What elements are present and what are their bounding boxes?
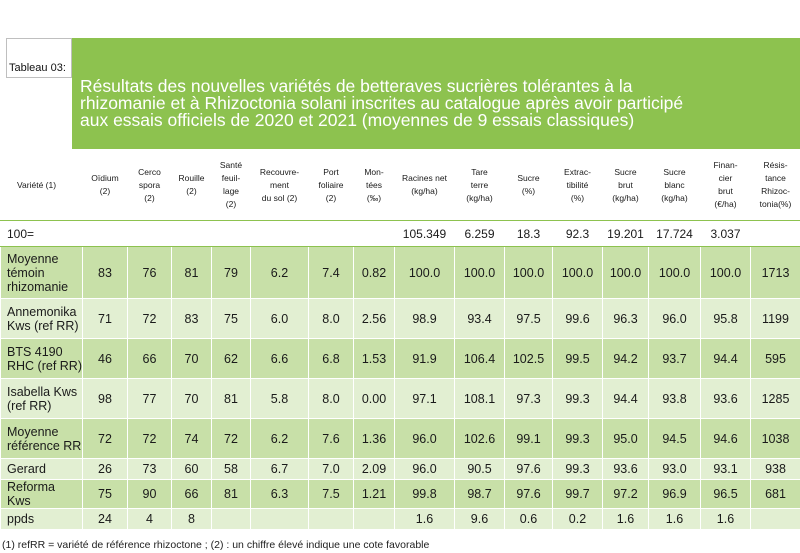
table-cell xyxy=(172,221,212,247)
header-text: Résis- xyxy=(763,160,788,170)
table-cell: 1.6 xyxy=(649,509,701,530)
table-cell: 100.0 xyxy=(603,247,649,299)
header-text: Sucre xyxy=(614,166,637,177)
header-text: blanc xyxy=(664,179,685,190)
table-cell: 77 xyxy=(128,379,172,419)
header-text: Finan- xyxy=(713,160,738,170)
header-text: (2) xyxy=(144,192,155,203)
header-text: Mon- xyxy=(364,166,384,177)
header-text: (2) xyxy=(225,199,237,209)
header-text: lage xyxy=(222,186,240,196)
table-cell: 100.0 xyxy=(505,247,553,299)
table-cell: 1.6 xyxy=(701,509,751,530)
variety-name xyxy=(1,509,83,530)
table-cell: 96.3 xyxy=(603,299,649,339)
column-header xyxy=(751,150,800,221)
column-header xyxy=(83,150,128,221)
table-cell: 94.6 xyxy=(701,419,751,459)
column-header xyxy=(172,150,212,221)
table-cell: 100.0 xyxy=(455,247,505,299)
header-text: Racines net xyxy=(402,173,447,183)
header-text: tées xyxy=(365,179,383,190)
table-row xyxy=(1,459,800,480)
table-cell: 102.6 xyxy=(455,419,505,459)
variety-name-line: Kws (ref RR) xyxy=(7,318,79,333)
table-cell: 46 xyxy=(83,339,128,379)
table-cell: 91.9 xyxy=(395,339,455,379)
table-cell: 99.6 xyxy=(553,299,603,339)
table-cell: 1.21 xyxy=(354,480,395,509)
header-text: spora xyxy=(138,179,161,190)
table-cell: 7.4 xyxy=(309,247,354,299)
table-cell: 98 xyxy=(83,379,128,419)
header-text: brut xyxy=(618,179,633,190)
variety-name-line: Moyenne xyxy=(7,251,59,266)
column-header xyxy=(603,150,649,221)
table-cell xyxy=(128,221,172,247)
table-cell: 1.6 xyxy=(603,509,649,530)
variety-name-line: RHC (ref RR) xyxy=(7,358,82,373)
table-cell: 99.3 xyxy=(553,379,603,419)
table-cell: 93.6 xyxy=(701,379,751,419)
header-text: Cerco xyxy=(138,166,161,177)
table-cell xyxy=(83,221,128,247)
table-cell: 4 xyxy=(128,509,172,530)
table-cell: 99.8 xyxy=(395,480,455,509)
table-cell xyxy=(354,221,395,247)
table-cell: 1713 xyxy=(751,247,800,299)
table-cell: 71 xyxy=(83,299,128,339)
table-cell: 83 xyxy=(172,299,212,339)
header-text: (kg/ha) xyxy=(661,192,688,203)
table-cell: 2.09 xyxy=(354,459,395,480)
column-header xyxy=(251,150,309,221)
variety-name xyxy=(1,480,83,509)
table-cell: 94.5 xyxy=(649,419,701,459)
table-cell xyxy=(251,221,309,247)
table-cell: 1285 xyxy=(751,379,800,419)
table-row xyxy=(1,419,800,459)
column-header xyxy=(649,150,701,221)
table-cell: 90.5 xyxy=(455,459,505,480)
table-cell: 8.0 xyxy=(309,379,354,419)
column-header xyxy=(1,150,83,221)
table-cell: 93.7 xyxy=(649,339,701,379)
table-cell: 681 xyxy=(751,480,800,509)
table-cell: 7.5 xyxy=(309,480,354,509)
header-text: (2) xyxy=(186,186,197,196)
table-cell: 95.8 xyxy=(701,299,751,339)
header-text: Oïdium xyxy=(91,173,119,183)
variety-name-line: référence RR xyxy=(7,438,82,453)
table-cell: 96.5 xyxy=(701,480,751,509)
variety-name-line: ppds xyxy=(7,512,35,526)
table-cell: 81 xyxy=(172,247,212,299)
variety-name-line: Gerard xyxy=(7,462,46,476)
variety-name-line: BTS 4190 xyxy=(7,344,63,359)
table-cell: 79 xyxy=(212,247,251,299)
table-cell: 100.0 xyxy=(553,247,603,299)
table-title xyxy=(72,38,800,149)
table-row xyxy=(1,299,800,339)
table-cell: 8.0 xyxy=(309,299,354,339)
table-cell: 99.1 xyxy=(505,419,553,459)
table-cell: 75 xyxy=(212,299,251,339)
table-row xyxy=(1,480,800,509)
table-cell: 81 xyxy=(212,480,251,509)
column-header xyxy=(309,150,354,221)
table-cell: 72 xyxy=(128,419,172,459)
table-cell: 9.6 xyxy=(455,509,505,530)
variety-name-line: rhizomanie xyxy=(7,279,69,294)
table-cell: 83 xyxy=(83,247,128,299)
header-text: Sucre xyxy=(663,166,686,177)
column-header xyxy=(212,150,251,221)
variety-name xyxy=(1,379,83,419)
table-cell: 6.2 xyxy=(251,419,309,459)
table-cell: 6.8 xyxy=(309,339,354,379)
table-cell: 93.1 xyxy=(701,459,751,480)
table-cell: 100.0 xyxy=(701,247,751,299)
header-text: tibilité xyxy=(566,179,589,190)
table-cell: 105.349 xyxy=(395,221,455,247)
table-cell: 0.00 xyxy=(354,379,395,419)
table-cell: 66 xyxy=(128,339,172,379)
column-header xyxy=(455,150,505,221)
column-header xyxy=(701,150,751,221)
title-line: aux essais officiels de 2020 et 2021 (moyennes de 9 essais classiques) xyxy=(80,110,635,130)
table-cell: 99.3 xyxy=(553,459,603,480)
table-row xyxy=(1,509,800,530)
table-cell: 81 xyxy=(212,379,251,419)
table-cell: 76 xyxy=(128,247,172,299)
table-cell: 97.6 xyxy=(505,480,553,509)
table-cell: 0.82 xyxy=(354,247,395,299)
table-cell: 98.9 xyxy=(395,299,455,339)
table-cell: 94.2 xyxy=(603,339,649,379)
header-text: tonia(%) xyxy=(759,199,792,209)
table-cell: 26 xyxy=(83,459,128,480)
table-cell: 74 xyxy=(172,419,212,459)
table-cell xyxy=(751,509,800,530)
header-text: Tare xyxy=(471,166,488,177)
header-text: Extrac- xyxy=(564,166,591,177)
table-cell: 95.0 xyxy=(603,419,649,459)
title-line: Résultats des nouvelles variétés de betteraves sucrières tolérantes à la xyxy=(80,76,633,96)
header-text: Sucre xyxy=(517,173,540,183)
table-cell: 1.53 xyxy=(354,339,395,379)
table-cell: 93.4 xyxy=(455,299,505,339)
header-text: terre xyxy=(470,179,489,190)
table-cell: 1199 xyxy=(751,299,800,339)
table-cell: 97.2 xyxy=(603,480,649,509)
table-cell: 99.7 xyxy=(553,480,603,509)
table-row xyxy=(1,339,800,379)
header-text: Rouille xyxy=(178,173,205,183)
table-cell: 5.8 xyxy=(251,379,309,419)
header-text: (2) xyxy=(325,192,337,203)
header-text: brut xyxy=(718,186,733,196)
table-cell: 0.6 xyxy=(505,509,553,530)
header-text: cier xyxy=(718,173,733,183)
table-row xyxy=(1,247,800,299)
header-text: (%) xyxy=(521,186,536,196)
column-header xyxy=(128,150,172,221)
header-text: (%) xyxy=(570,192,585,203)
table-cell: 938 xyxy=(751,459,800,480)
table-row xyxy=(1,379,800,419)
table-cell: 17.724 xyxy=(649,221,701,247)
reference-values-row xyxy=(1,221,800,247)
variety-name-line: Annemonika xyxy=(7,304,77,319)
table-cell: 102.5 xyxy=(505,339,553,379)
table-cell: 108.1 xyxy=(455,379,505,419)
table-cell: 97.6 xyxy=(505,459,553,480)
table-cell: 75 xyxy=(83,480,128,509)
table-cell: 18.3 xyxy=(505,221,553,247)
variety-name-line: témoin xyxy=(7,265,45,280)
table-cell: 96.9 xyxy=(649,480,701,509)
table-cell: 70 xyxy=(172,339,212,379)
header-text: Variété (1) xyxy=(17,179,57,190)
table-cell xyxy=(309,509,354,530)
table-cell: 19.201 xyxy=(603,221,649,247)
table-cell: 1.6 xyxy=(395,509,455,530)
table-cell xyxy=(354,509,395,530)
table-cell: 6.7 xyxy=(251,459,309,480)
table-cell: 6.2 xyxy=(251,247,309,299)
header-text: (kg/ha) xyxy=(612,192,639,203)
header-text: Port xyxy=(323,166,339,177)
table-cell: 72 xyxy=(128,299,172,339)
table-cell xyxy=(751,221,800,247)
column-header xyxy=(395,150,455,221)
table-cell: 99.5 xyxy=(553,339,603,379)
column-header xyxy=(505,150,553,221)
header-text: Santé xyxy=(219,160,243,170)
table-cell: 58 xyxy=(212,459,251,480)
table-cell: 0.2 xyxy=(553,509,603,530)
table-cell: 8 xyxy=(172,509,212,530)
table-cell xyxy=(212,509,251,530)
table-cell: 3.037 xyxy=(701,221,751,247)
column-header xyxy=(354,150,395,221)
table-cell: 106.4 xyxy=(455,339,505,379)
table-cell: 1.36 xyxy=(354,419,395,459)
header-text: feuil- xyxy=(221,173,241,183)
table-cell: 7.6 xyxy=(309,419,354,459)
header-text: Recouvre- xyxy=(259,166,300,177)
table-cell: 62 xyxy=(212,339,251,379)
table-cell: 94.4 xyxy=(701,339,751,379)
variety-name xyxy=(1,419,83,459)
header-text: tance xyxy=(765,173,786,183)
table-cell: 99.3 xyxy=(553,419,603,459)
header-text: ment xyxy=(270,179,289,190)
table-cell: 73 xyxy=(128,459,172,480)
table-cell: 98.7 xyxy=(455,480,505,509)
table-cell: 6.3 xyxy=(251,480,309,509)
header-text: foliaire xyxy=(318,179,344,190)
variety-name xyxy=(1,299,83,339)
column-header xyxy=(553,150,603,221)
table-cell: 97.1 xyxy=(395,379,455,419)
table-cell: 1038 xyxy=(751,419,800,459)
table-cell: 72 xyxy=(83,419,128,459)
table-cell: 90 xyxy=(128,480,172,509)
variety-name xyxy=(1,339,83,379)
table-cell: 24 xyxy=(83,509,128,530)
table-cell: 93.6 xyxy=(603,459,649,480)
variety-name-line: (ref RR) xyxy=(7,398,52,413)
results-table xyxy=(0,149,800,530)
table-number-label: Tableau 03: xyxy=(6,38,72,78)
variety-name-line: Moyenne xyxy=(7,424,59,439)
variety-name xyxy=(1,459,83,480)
header-text: (kg/ha) xyxy=(466,192,493,203)
table-cell: 70 xyxy=(172,379,212,419)
header-row xyxy=(1,150,800,221)
table-cell xyxy=(309,221,354,247)
header-text: Rhizoc- xyxy=(761,186,790,196)
table-cell: 6.6 xyxy=(251,339,309,379)
header-text: (2) xyxy=(99,186,111,196)
table-cell: 94.4 xyxy=(603,379,649,419)
table-cell: 7.0 xyxy=(309,459,354,480)
table-cell: 6.0 xyxy=(251,299,309,339)
table-cell: 92.3 xyxy=(553,221,603,247)
table-cell: 96.0 xyxy=(395,459,455,480)
header-text: (kg/ha) xyxy=(411,186,438,196)
table-cell: 97.3 xyxy=(505,379,553,419)
table-cell xyxy=(251,509,309,530)
header-text: du sol (2) xyxy=(261,192,298,203)
table-cell: 72 xyxy=(212,419,251,459)
footnote: (1) refRR = variété de référence rhizoctone ; (2) : un chiffre élevé indique une cote favorable xyxy=(2,539,430,551)
table-cell: 97.5 xyxy=(505,299,553,339)
table-cell: 96.0 xyxy=(395,419,455,459)
table-cell: 100.0 xyxy=(649,247,701,299)
table-cell xyxy=(212,221,251,247)
variety-name xyxy=(1,247,83,299)
table-cell: 93.0 xyxy=(649,459,701,480)
row-label: 100= xyxy=(1,221,83,247)
table-cell: 100.0 xyxy=(395,247,455,299)
variety-name-line: Reforma Kws xyxy=(7,480,55,508)
title-line: rhizomanie et à Rhizoctonia solani inscrites au catalogue après avoir participé xyxy=(80,93,684,113)
table-cell: 66 xyxy=(172,480,212,509)
header-text: (‰) xyxy=(366,192,382,203)
header-text: (€/ha) xyxy=(714,199,737,209)
table-cell: 2.56 xyxy=(354,299,395,339)
variety-name-line: Isabella Kws xyxy=(7,384,78,399)
table-cell: 96.0 xyxy=(649,299,701,339)
table-cell: 93.8 xyxy=(649,379,701,419)
table-cell: 6.259 xyxy=(455,221,505,247)
table-cell: 60 xyxy=(172,459,212,480)
table-cell: 595 xyxy=(751,339,800,379)
